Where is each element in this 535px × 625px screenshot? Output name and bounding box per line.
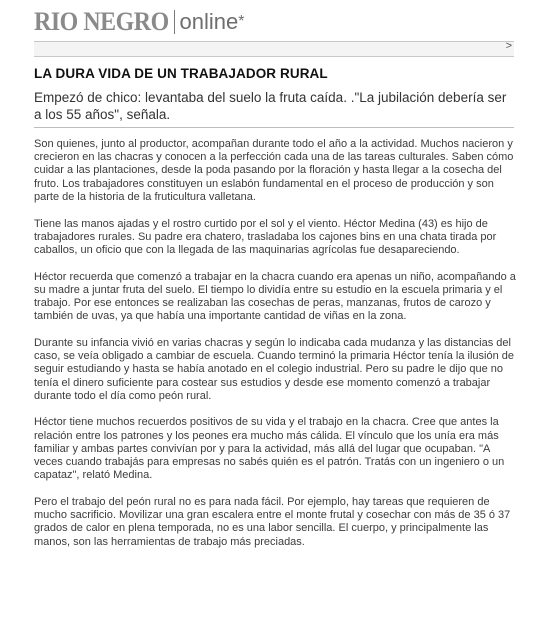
logo-main-text: RIO NEGRO <box>34 7 169 36</box>
logo-star-mark: * <box>238 13 245 30</box>
site-header <box>0 0 535 40</box>
article-paragraph: Héctor tiene muchos recuerdos positivos de su vida y el trabajo en la chacra. Cree que antes la relación entre los patrones y los peones era mucho más cálida. El vínculo que los unía era más familiar y ambas partes convivían por y para la actividad, más allá del lugar que ocupaban. "A veces cuando trabajás para empresas no sabés quién es el patrón. Tratás con un ingeniero o un capataz", relató Medina. <box>34 416 505 482</box>
rio-negro-online-logo[interactable] <box>34 8 244 36</box>
logo-sub-text <box>179 8 244 36</box>
article-paragraph: Son quienes, junto al productor, acompañan durante todo el año a la actividad. Muchos nacieron y crecieron en las chacras y conocen a la perfección cada una de las tareas culturales. Saben cómo cuidar a las plantaciones, desde la poda pasando por la floración y hasta llegar a la cosecha del fruto. Los trabajadores constituyen un eslabón fundamental en el proceso de producción y son parte de la historia de la fruticultura valletana. <box>34 138 514 203</box>
logo-online-text: online <box>179 9 239 34</box>
article-header <box>34 66 514 128</box>
article-paragraph: Tiene las manos ajadas y el rostro curtido por el sol y el viento. Héctor Medina (43) es hijo de trabajadores rurales. Su padre era chatero, trasladaba los cajones bins en una chata tirada por caballos, un oficio que con la llegada de las maquinarias agrícolas fue desapareciendo. <box>34 217 497 256</box>
article-paragraph: Pero el trabajo del peón rural no es para nada fácil. Por ejemplo, hay tareas que requieren de mucho sacrificio. Movilizar una gran escalera entre el monte frutal y cosechar con más de 35 ó 37 grados de calor en plena temporada, no es una labor sencilla. El cuerpo, y principalmente las manos, son las herramientas de trabajo más preciadas. <box>34 495 511 548</box>
nav-next-arrow-icon[interactable]: > <box>505 40 512 52</box>
article-paragraph: Héctor recuerda que comenzó a trabajar en la chacra cuando era apenas un niño, acompañando a su madre a juntar fruta del suelo. El tiempo lo dividía entre su estudio en la escuela primaria y el trabajo. Por ese entonces se realizaban las cosechas de peras, manzanas, frutos de carozo y también de uvas, ya que había una importante cantidad de viñas en la zona. <box>34 270 516 323</box>
article-title: LA DURA VIDA DE UN TRABAJADOR RURAL <box>34 66 328 81</box>
logo-divider <box>174 10 175 34</box>
article-subtitle: Empezó de chico: levantaba del suelo la fruta caída. ."La jubilación debería ser a los 55 años", señala. <box>34 89 514 128</box>
article-body <box>34 138 520 562</box>
article-paragraph: Durante su infancia vivió en varias chacras y según lo indicaba cada mudanza y las distancias del caso, se veía obligado a cambiar de escuela. Cuando terminó la primaria Héctor tenía la ilusión de seguir estudiando y hasta se había anotado en el colegio industrial. Pero su padre le dijo que no tenía el dinero suficiente para costear sus estudios y desde ese momento comenzó a trabajar durante todo el día como peón rural. <box>34 336 514 402</box>
nav-bar <box>34 41 514 57</box>
